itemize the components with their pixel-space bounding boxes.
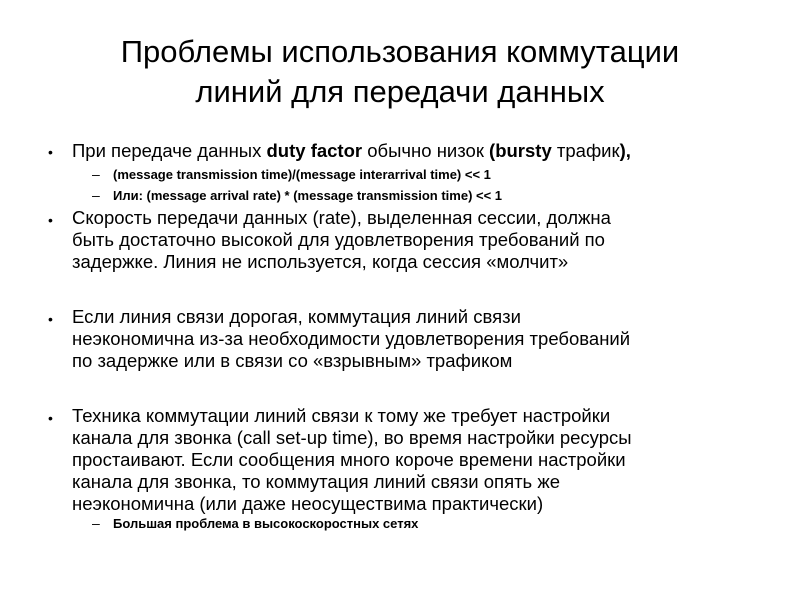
bullet-marker: • bbox=[48, 144, 53, 160]
bullet-line: по задержке или в связи со «взрывным» трафиком bbox=[72, 350, 513, 371]
bullet-rate bbox=[72, 207, 772, 273]
text-fragment: ), bbox=[619, 140, 631, 161]
bullet-line: неэкономична из-за необходимости удовлетворения требований bbox=[72, 328, 631, 349]
title-line-2: линий для передачи данных bbox=[195, 74, 605, 109]
bullet-line: Техника коммутации линий связи к тому же требует настройки bbox=[72, 405, 611, 426]
text-fragment: При передаче данных bbox=[72, 140, 267, 161]
bullet-line: канала для звонка, то коммутация линий связи опять же bbox=[72, 471, 561, 492]
bullet-line: Скорость передачи данных (rate), выделенная сессии, должна bbox=[72, 207, 611, 228]
bullet-line bbox=[72, 140, 772, 162]
bullet-marker: • bbox=[48, 311, 53, 327]
term-bursty: (bursty bbox=[489, 140, 552, 161]
sub-bullet-high-speed bbox=[113, 515, 418, 533]
dash-marker: – bbox=[92, 515, 100, 531]
dash-marker: – bbox=[92, 187, 100, 203]
bullet-line: задержке. Линия не используется, когда сессия «молчит» bbox=[72, 251, 569, 272]
text-fragment: обычно низок bbox=[362, 140, 490, 161]
sub-bullet-ratio-formula bbox=[113, 166, 491, 184]
bullet-marker: • bbox=[48, 212, 53, 228]
bullet-expensive-line bbox=[72, 306, 772, 372]
bullet-duty-factor bbox=[72, 140, 772, 162]
title-line-1: Проблемы использования коммутации bbox=[120, 34, 680, 69]
bullet-marker: • bbox=[48, 410, 53, 426]
sub-bullet-text: Большая проблема в высокоскоростных сетях bbox=[113, 516, 419, 531]
bullet-setup-time bbox=[72, 405, 772, 515]
bullet-line: быть достаточно высокой для удовлетворения требований по bbox=[72, 229, 605, 250]
bullet-line: Если линия связи дорогая, коммутация линий связи bbox=[72, 306, 521, 327]
formula-text: Или: (message arrival rate) * (message transmission time) << 1 bbox=[113, 188, 503, 203]
sub-bullet-product-formula bbox=[113, 187, 502, 205]
dash-marker: – bbox=[92, 166, 100, 182]
bullet-line: неэкономична (или даже неосуществима практически) bbox=[72, 493, 544, 514]
bullet-line: канала для звонка (call set-up time), во время настройки ресурсы bbox=[72, 427, 632, 448]
text-fragment: трафик bbox=[551, 140, 620, 161]
term-duty-factor: duty factor bbox=[266, 140, 363, 161]
formula-text: (message transmission time)/(message interarrival time) << 1 bbox=[113, 167, 491, 182]
bullet-line: простаивают. Если сообщения много короче времени настройки bbox=[72, 449, 626, 470]
